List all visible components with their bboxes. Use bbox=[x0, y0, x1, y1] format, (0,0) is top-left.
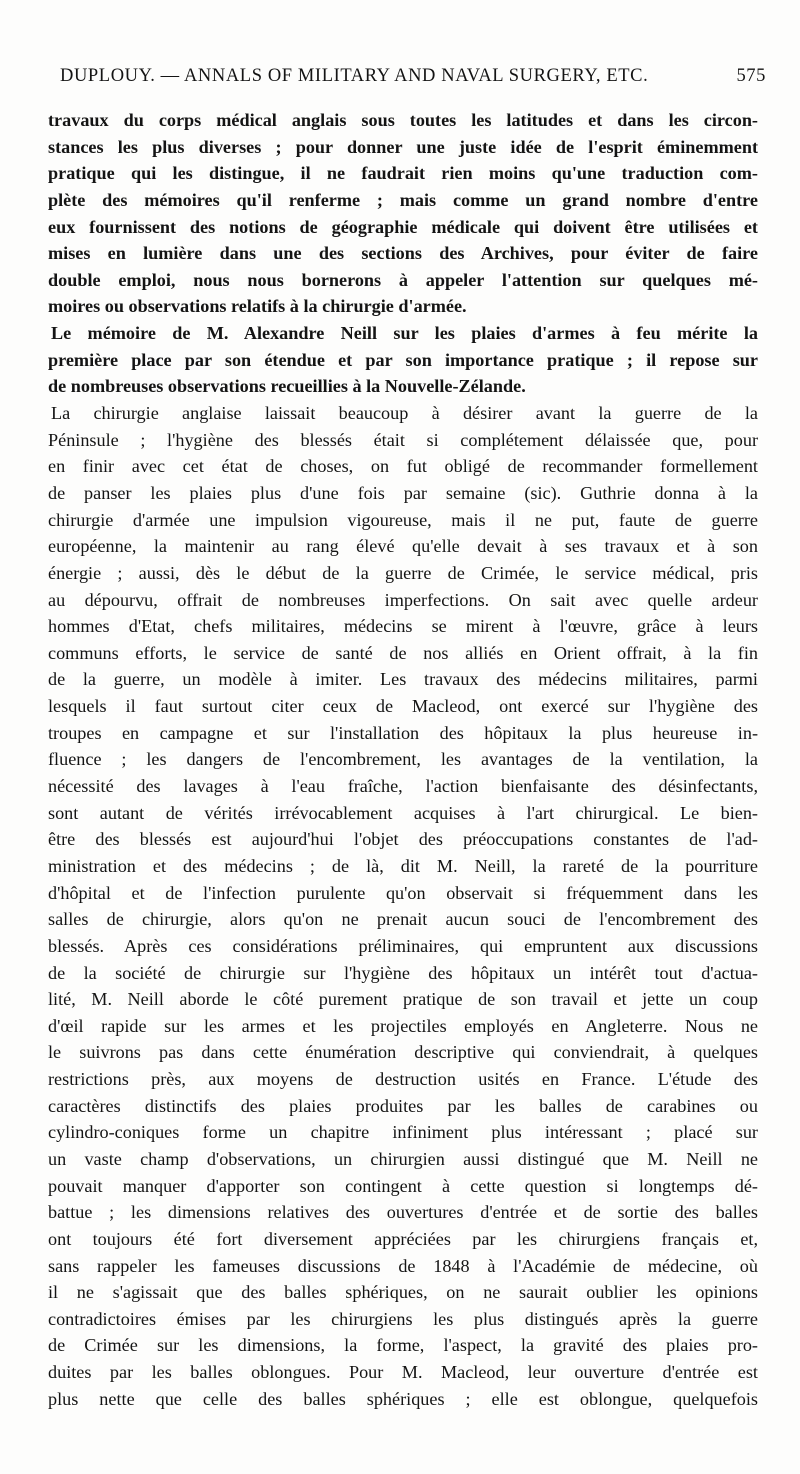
text-line: moires ou observations relatifs à la chirurgie d'armée. bbox=[48, 296, 467, 317]
text-line: lesquels il faut surtout citer ceux de Macleod, ont exercé sur l'hygiène des bbox=[48, 696, 758, 717]
text-line: d'hôpital et de l'infection purulente qu'on observait si fréquemment dans les bbox=[48, 882, 758, 903]
text-line: stances les plus diverses ; pour donner une juste idée de l'esprit éminemment bbox=[48, 136, 758, 157]
page-number: 575 bbox=[736, 66, 766, 86]
text-line: communs efforts, le service de santé de nos alliés en Orient offrait, à la fin bbox=[48, 642, 758, 663]
text-line: blessés. Après ces considérations préliminaires, qui empruntent aux discussions bbox=[48, 935, 758, 956]
text-line: de la société de chirurgie sur l'hygiène des hôpitaux un intérêt tout d'actua- bbox=[48, 962, 758, 983]
text-line: Péninsule ; l'hygiène des blessés était si complétement délaissée que, pour bbox=[48, 429, 758, 450]
text-line: lité, M. Neill aborde le côté purement pratique de son travail et jette un coup bbox=[48, 989, 758, 1010]
text-line: pratique qui les distingue, il ne faudrait rien moins qu'une traduction com- bbox=[48, 163, 758, 184]
text-line: il ne s'agissait que des balles sphériques, on ne saurait oublier les opinions bbox=[48, 1282, 758, 1303]
text-line: nécessité des lavages à l'eau fraîche, l'action bienfaisante des désinfectants, bbox=[48, 776, 758, 797]
text-line: de la guerre, un modèle à imiter. Les travaux des médecins militaires, parmi bbox=[48, 669, 758, 690]
text-line: être des blessés est aujourd'hui l'objet des préoccupations constantes de l'ad- bbox=[48, 829, 758, 850]
text-line: de nombreuses observations recueillies à la Nouvelle-Zélande. bbox=[48, 376, 526, 397]
text-line: au dépourvu, offrait de nombreuses imperfections. On sait avec quelle ardeur bbox=[48, 589, 758, 610]
text-line: contradictoires émises par les chirurgiens les plus distingués après la guerre bbox=[48, 1308, 758, 1329]
text-line: salles de chirurgie, alors qu'on ne prenait aucun souci de l'encombrement des bbox=[48, 909, 758, 930]
text-line: hommes d'Etat, chefs militaires, médecins se mirent à l'œuvre, grâce à leurs bbox=[48, 616, 758, 637]
text-line: première place par son étendue et par son importance pratique ; il repose sur bbox=[48, 349, 758, 370]
text-line: caractères distinctifs des plaies produites par les balles de carabines ou bbox=[48, 1095, 758, 1116]
text-line: Le mémoire de M. Alexandre Neill sur les plaies d'armes à feu mérite la bbox=[51, 323, 758, 344]
text-line: eux fournissent des notions de géographie médicale qui doivent être utilisées et bbox=[48, 216, 758, 237]
text-line: plète des mémoires qu'il renferme ; mais comme un grand nombre d'entre bbox=[48, 189, 758, 210]
text-line: mises en lumière dans une des sections des Archives, pour éviter de faire bbox=[48, 243, 758, 264]
text-line: La chirurgie anglaise laissait beaucoup à désirer avant la guerre de la bbox=[51, 403, 758, 424]
text-line: troupes en campagne et sur l'installation des hôpitaux la plus heureuse in- bbox=[48, 722, 758, 743]
text-line: d'œil rapide sur les armes et les projectiles employés en Angleterre. Nous ne bbox=[48, 1015, 758, 1036]
text-line: pouvait manquer d'apporter son contingent à cette question si longtemps dé- bbox=[48, 1175, 758, 1196]
text-line: chirurgie d'armée une impulsion vigoureuse, mais il ne put, faute de guerre bbox=[48, 509, 758, 530]
text-line: sont autant de vérités irrévocablement acquises à l'art chirurgical. Le bien- bbox=[48, 802, 758, 823]
text-line: de panser les plaies plus d'une fois par semaine (sic). Guthrie donna à la bbox=[48, 482, 758, 503]
text-line: ont toujours été fort diversement appréciées par les chirurgiens français et, bbox=[48, 1228, 758, 1249]
text-line: battue ; les dimensions relatives des ouvertures d'entrée et de sortie des balles bbox=[48, 1202, 758, 1223]
text-line: plus nette que celle des balles sphériques ; elle est oblongue, quelquefois bbox=[48, 1388, 758, 1409]
text-line: travaux du corps médical anglais sous toutes les latitudes et dans les circon- bbox=[48, 110, 758, 130]
running-title: DUPLOUY. — ANNALS OF MILITARY AND NAVAL SURGERY, ETC. bbox=[60, 66, 649, 86]
text-line: double emploi, nous nous bornerons à appeler l'attention sur quelques mé- bbox=[48, 269, 758, 290]
text-line: énergie ; aussi, dès le début de la guerre de Crimée, le service médical, pris bbox=[48, 562, 758, 583]
text-line: un vaste champ d'observations, un chirurgien aussi distingué que M. Neill ne bbox=[48, 1148, 758, 1169]
text-line: cylindro-coniques forme un chapitre infiniment plus intéressant ; placé sur bbox=[48, 1122, 758, 1143]
text-line: sans rappeler les fameuses discussions de 1848 à l'Académie de médecine, où bbox=[48, 1255, 758, 1276]
running-header bbox=[52, 66, 766, 96]
text-line: ministration et des médecins ; de là, dit M. Neill, la rareté de la pourriture bbox=[48, 855, 758, 876]
body-text bbox=[48, 107, 758, 1412]
text-line: fluence ; les dangers de l'encombrement, les avantages de la ventilation, la bbox=[48, 749, 758, 770]
text-line: européenne, la maintenir au rang élevé qu'elle devait à ses travaux et à son bbox=[48, 536, 758, 557]
text-line: en finir avec cet état de choses, on fut obligé de recommander formellement bbox=[48, 456, 758, 477]
text-line: duites par les balles oblongues. Pour M. Macleod, leur ouverture d'entrée est bbox=[48, 1362, 758, 1383]
text-line: restrictions près, aux moyens de destruction usités en France. L'étude des bbox=[48, 1069, 758, 1090]
text-line: de Crimée sur les dimensions, la forme, l'aspect, la gravité des plaies pro- bbox=[48, 1335, 758, 1356]
text-line: le suivrons pas dans cette énumération descriptive qui conviendrait, à quelques bbox=[48, 1042, 758, 1063]
